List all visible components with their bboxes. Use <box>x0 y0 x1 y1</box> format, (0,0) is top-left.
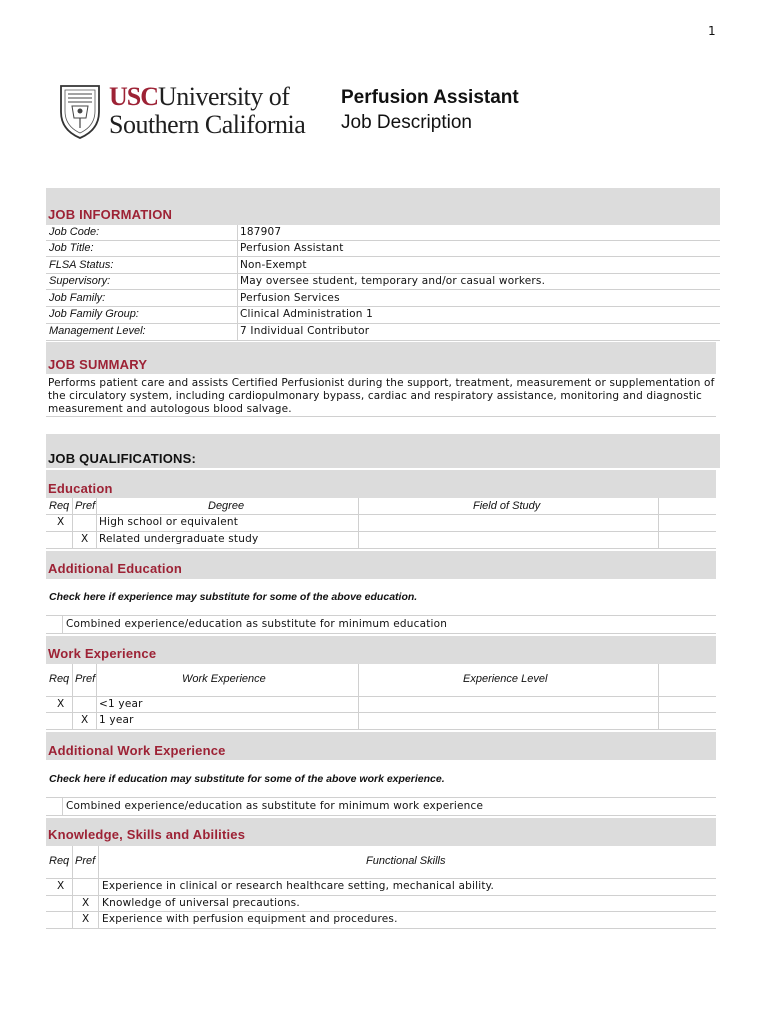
work-level-header: Experience Level <box>463 673 548 685</box>
divider <box>72 664 73 730</box>
ksa-heading: Knowledge, Skills and Abilities <box>48 827 246 842</box>
usc-logo <box>58 82 328 142</box>
job-family-label: Job Family: <box>49 292 106 304</box>
job-summary-heading: JOB SUMMARY <box>48 357 148 372</box>
education-pref-header: Pref <box>75 500 96 512</box>
additional-education-option: Combined experience/education as substitute for minimum education <box>66 618 448 630</box>
flsa-status-value: Non-Exempt <box>240 259 307 271</box>
divider <box>96 498 97 548</box>
work-row-2-pref: X <box>81 714 89 726</box>
job-summary-line-1: Performs patient care and assists Certified Perfusionist during the support, treatment, measurement or supplementation of <box>48 377 715 389</box>
logo-line-1 <box>109 82 289 112</box>
job-family-value: Perfusion Services <box>240 292 340 304</box>
ksa-row-3-skill: Experience with perfusion equipment and procedures. <box>102 913 398 925</box>
divider <box>46 633 716 634</box>
divider <box>46 911 716 912</box>
ksa-row-2-skill: Knowledge of universal precautions. <box>102 897 300 909</box>
divider <box>46 878 716 879</box>
additional-work-option: Combined experience/education as substitute for minimum work experience <box>66 800 484 812</box>
divider <box>46 696 716 697</box>
divider <box>46 712 716 713</box>
ksa-row-2-pref: X <box>82 897 90 909</box>
ksa-row-1-req: X <box>57 880 65 892</box>
ksa-row-1-skill: Experience in clinical or research healthcare setting, mechanical ability. <box>102 880 495 892</box>
education-field-header: Field of Study <box>473 500 541 512</box>
divider <box>72 846 73 928</box>
divider <box>62 797 63 815</box>
divider <box>46 323 720 324</box>
education-heading: Education <box>48 481 113 496</box>
divider <box>658 498 659 548</box>
divider <box>46 340 720 341</box>
work-pref-header: Pref <box>75 673 96 685</box>
job-qualifications-heading: JOB QUALIFICATIONS: <box>48 451 196 466</box>
divider <box>46 928 716 929</box>
divider <box>46 531 716 532</box>
divider <box>46 273 720 274</box>
divider <box>46 416 716 417</box>
divider <box>46 729 716 730</box>
job-family-group-value: Clinical Administration 1 <box>240 308 374 320</box>
divider <box>46 256 720 257</box>
additional-education-check-text: Check here if experience may substitute for some of the above education. <box>49 591 418 603</box>
additional-education-heading: Additional Education <box>48 561 182 576</box>
work-experience-heading: Work Experience <box>48 646 157 661</box>
job-title-label: Job Title: <box>49 242 94 254</box>
additional-work-experience-heading: Additional Work Experience <box>48 743 226 758</box>
divider <box>46 289 720 290</box>
work-experience-header: Work Experience <box>182 673 266 685</box>
education-row-2-pref: X <box>81 533 89 545</box>
job-family-group-label: Job Family Group: <box>49 308 139 320</box>
supervisory-label: Supervisory: <box>49 275 111 287</box>
logo-university: University of <box>158 82 290 111</box>
work-req-header: Req <box>49 673 70 685</box>
page-number: 1 <box>708 24 716 38</box>
divider <box>98 846 99 928</box>
document-title: Perfusion Assistant <box>341 87 519 108</box>
job-title-value: Perfusion Assistant <box>240 242 344 254</box>
ksa-skills-header: Functional Skills <box>366 855 446 867</box>
divider <box>46 240 720 241</box>
supervisory-value: May oversee student, temporary and/or casual workers. <box>240 275 546 287</box>
divider <box>658 664 659 730</box>
flsa-status-label: FLSA Status: <box>49 259 114 271</box>
management-level-value: 7 Individual Contributor <box>240 325 370 337</box>
work-row-1-req: X <box>57 698 65 710</box>
ksa-pref-header: Pref <box>75 855 96 867</box>
divider <box>72 498 73 548</box>
additional-work-check-text: Check here if education may substitute for some of the above work experience. <box>49 773 445 785</box>
ksa-req-header: Req <box>49 855 70 867</box>
education-degree-header: Degree <box>208 500 245 512</box>
divider <box>46 895 716 896</box>
divider <box>62 615 63 633</box>
document-subtitle: Job Description <box>341 112 472 133</box>
logo-line-2: Southern California <box>109 110 306 139</box>
job-code-value: 187907 <box>240 226 282 238</box>
divider <box>46 514 716 515</box>
divider <box>358 664 359 730</box>
job-code-label: Job Code: <box>49 226 100 238</box>
divider <box>96 664 97 730</box>
job-information-heading: JOB INFORMATION <box>48 207 173 222</box>
divider <box>358 498 359 548</box>
logo-usc: USC <box>109 82 159 111</box>
education-band <box>46 470 716 498</box>
education-row-1-req: X <box>57 516 65 528</box>
work-row-2-level: 1 year <box>99 714 134 726</box>
divider <box>46 548 716 549</box>
divider <box>46 815 716 816</box>
education-req-header: Req <box>49 500 70 512</box>
job-summary-line-2: the circulatory system, including cardiopulmonary bypass, cardiac and respiratory assistance, monitoring and diagnostic <box>48 390 702 402</box>
work-row-1-level: <1 year <box>99 698 143 710</box>
additional-education-checkbox[interactable] <box>46 616 62 633</box>
divider <box>46 306 720 307</box>
divider <box>46 615 716 616</box>
divider <box>46 797 716 798</box>
education-row-2-degree: Related undergraduate study <box>99 533 259 545</box>
job-summary-line-3: measurement and autologous blood salvage. <box>48 403 292 415</box>
usc-seal-icon <box>58 82 102 140</box>
additional-work-checkbox[interactable] <box>46 798 62 815</box>
education-row-1-degree: High school or equivalent <box>99 516 239 528</box>
management-level-label: Management Level: <box>49 325 146 337</box>
ksa-row-3-pref: X <box>82 913 90 925</box>
